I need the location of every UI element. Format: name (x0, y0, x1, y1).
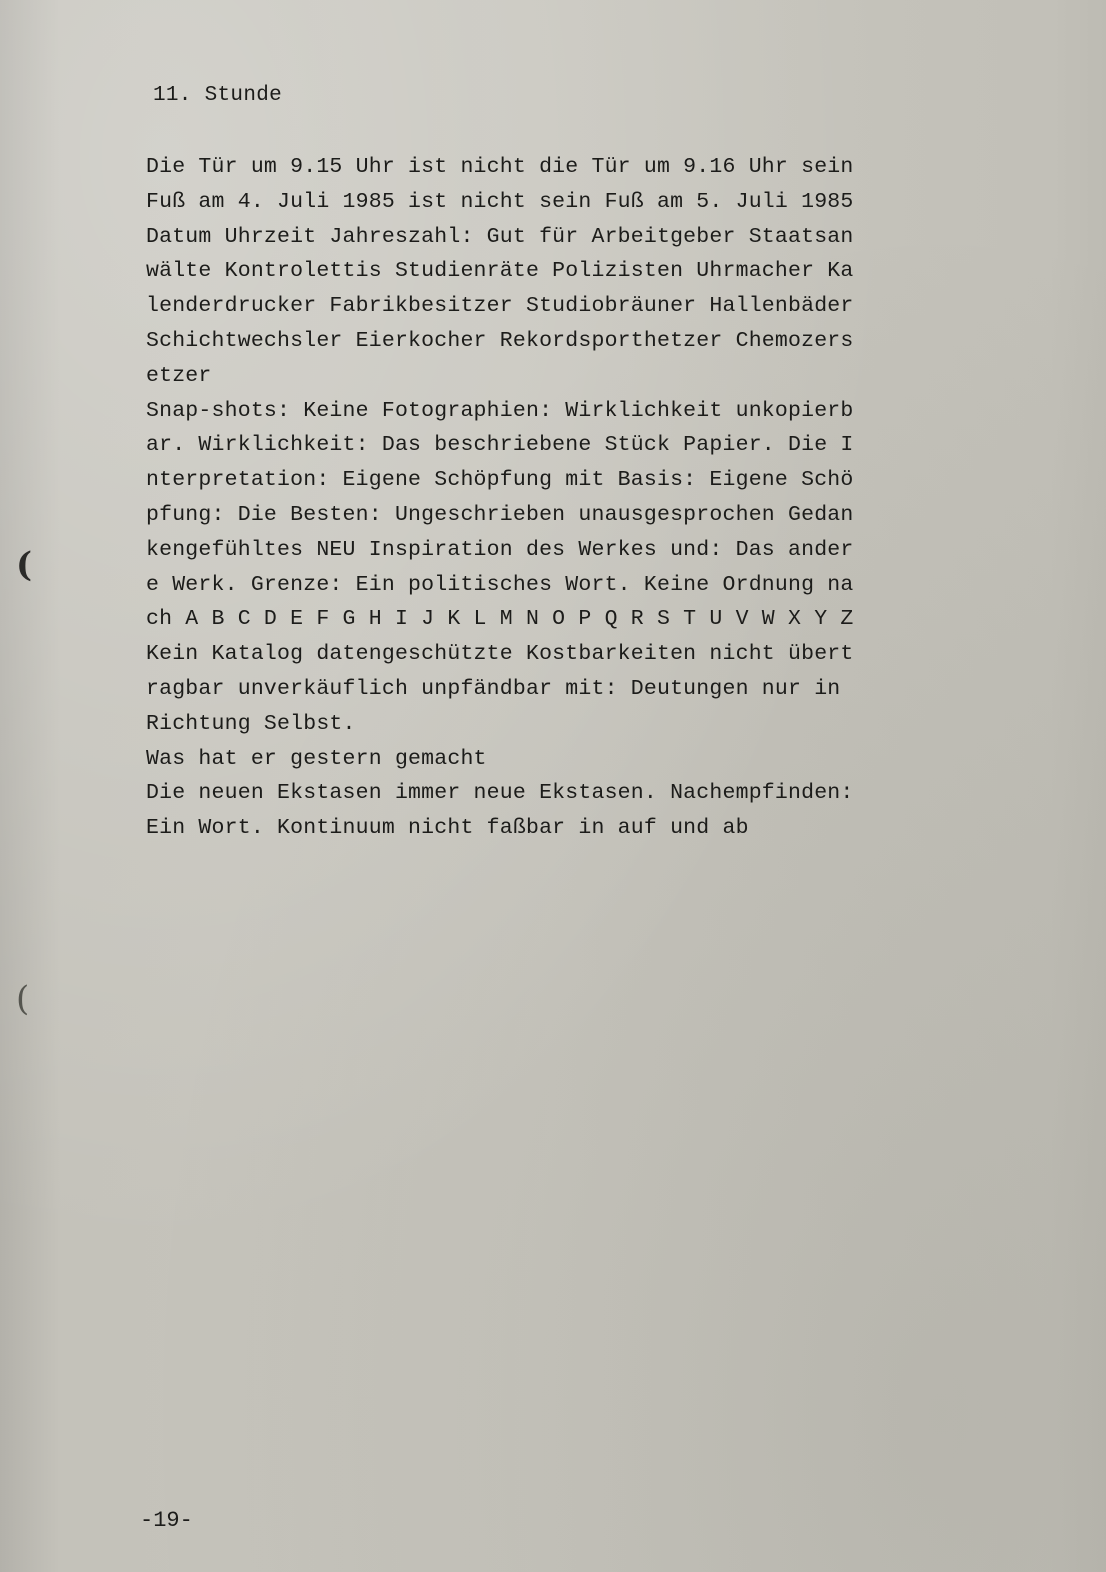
text-line: etzer (146, 363, 212, 388)
text-line: ragbar unverkäuflich unpfändbar mit: Deutungen nur in (146, 676, 841, 701)
text-line: Die neuen Ekstasen immer neue Ekstasen. Nachempfinden: (146, 781, 854, 806)
punch-hole-mark: ( (16, 979, 30, 1019)
text-line: kengefühltes NEU Inspiration des Werkes und: Das ander (146, 537, 854, 562)
text-line: lenderdrucker Fabrikbesitzer Studiobräuner Hallenbäder (146, 294, 854, 319)
text-line: ch A B C D E F G H I J K L M N O P Q R S T U V W X Y Z (146, 607, 854, 632)
text-line: wälte Kontrolettis Studienräte Polizisten Uhrmacher Ka (146, 259, 854, 284)
text-line: e Werk. Grenze: Ein politisches Wort. Keine Ordnung na (146, 572, 854, 597)
text-line: Kein Katalog datengeschützte Kostbarkeiten nicht übert (146, 642, 854, 667)
page-number: -19- (140, 1508, 193, 1533)
text-line: Die Tür um 9.15 Uhr ist nicht die Tür um 9.16 Uhr sein (146, 155, 854, 179)
text-line: Schichtwechsler Eierkocher Rekordsporthetzer Chemozers (146, 328, 854, 353)
text-line: Fuß am 4. Juli 1985 ist nicht sein Fuß am 5. Juli 1985 (146, 189, 854, 214)
text-line: Datum Uhrzeit Jahreszahl: Gut für Arbeitgeber Staatsan (146, 224, 854, 249)
text-line: nterpretation: Eigene Schöpfung mit Basis: Eigene Schö (146, 468, 854, 493)
text-line: Richtung Selbst. (146, 711, 356, 736)
text-line: Ein Wort. Kontinuum nicht faßbar in auf und ab (146, 816, 749, 841)
text-line: Snap-shots: Keine Fotographien: Wirklichkeit unkopierb (146, 398, 854, 423)
page-heading: 11. Stunde (153, 84, 283, 107)
text-line: Was hat er gestern gemacht (146, 746, 487, 771)
text-line: pfung: Die Besten: Ungeschrieben unausgesprochen Gedan (146, 502, 854, 527)
body-text (146, 150, 926, 846)
punch-hole-mark: ( (16, 545, 33, 585)
text-line: ar. Wirklichkeit: Das beschriebene Stück Papier. Die I (146, 433, 854, 458)
